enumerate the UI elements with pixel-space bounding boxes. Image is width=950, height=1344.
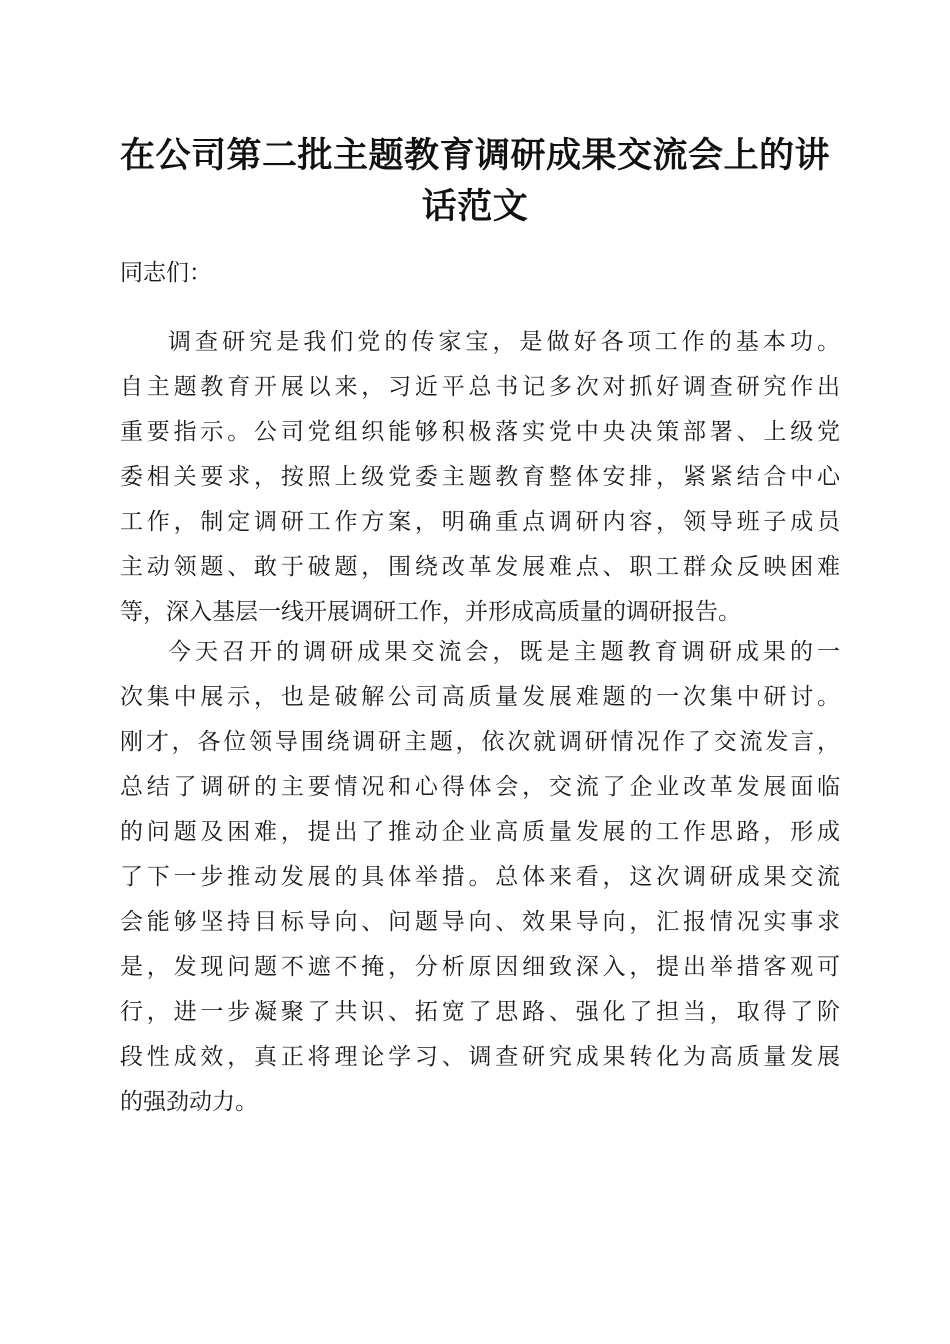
paragraph-line: 自主题教育开展以来，习近平总书记多次对抓好调查研究作出 [120,374,840,400]
paragraph-line: 调查研究是我们党的传家宝，是做好各项工作的基本功。 [168,329,840,355]
title-line: 话范文 [421,186,529,227]
paragraph-line: 主动领题、敢于破题，围绕改革发展难点、职工群众反映困难 [120,554,840,580]
paragraph-line: 了下一步推动发展的具体举措。总体来看，这次调研成果交流 [120,864,840,890]
paragraph-line: 是，发现问题不遮不掩，分析原因细致深入，提出举措客观可 [120,954,840,980]
paragraph-line: 的问题及困难，提出了推动企业高质量发展的工作思路，形成 [120,819,840,845]
body-paragraph [120,630,840,1125]
paragraph-line: 委相关要求，按照上级党委主题教育整体安排，紧紧结合中心 [120,464,840,490]
paragraph-line: 会能够坚持目标导向、问题导向、效果导向，汇报情况实事求 [120,909,840,935]
document-title [100,130,850,232]
paragraph-line: 行，进一步凝聚了共识、拓宽了思路、强化了担当，取得了阶 [120,999,840,1025]
paragraph-line: 的强劲动力。 [120,1089,258,1115]
paragraph-line: 总结了调研的主要情况和心得体会，交流了企业改革发展面临 [120,774,840,800]
paragraph-line: 今天召开的调研成果交流会，既是主题教育调研成果的一 [168,639,840,665]
paragraph-line: 段性成效，真正将理论学习、调查研究成果转化为高质量发展 [120,1044,840,1070]
paragraph-line: 次集中展示，也是破解公司高质量发展难题的一次集中研讨。 [120,684,840,710]
paragraph-line: 工作，制定调研工作方案，明确重点调研内容，领导班子成员 [120,509,840,535]
paragraph-line: 重要指示。公司党组织能够积极落实党中央决策部署、上级党 [120,419,840,445]
paragraph-line: 刚才，各位领导围绕调研主题，依次就调研情况作了交流发言， [120,729,840,755]
title-line: 在公司第二批主题教育调研成果交流会上的讲 [119,135,830,176]
body-paragraph [120,320,840,635]
paragraph-line: 等，深入基层一线开展调研工作，并形成高质量的调研报告。 [120,599,741,625]
salutation: 同志们： [120,260,212,286]
